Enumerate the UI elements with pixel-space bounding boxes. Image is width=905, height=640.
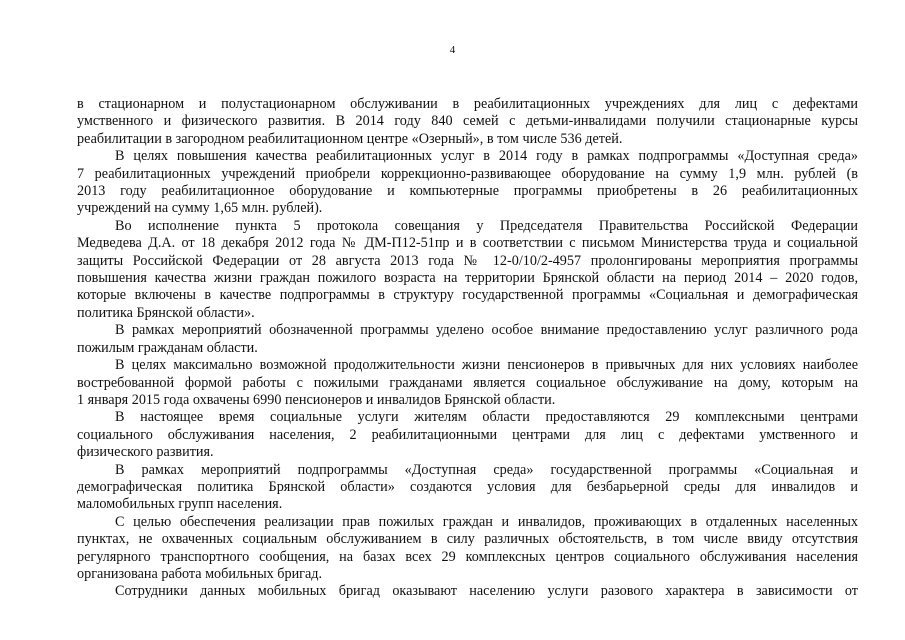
text-line: пожилым гражданам области. xyxy=(77,339,258,356)
text-line: регулярного транспортного сообщения, на базах всех 29 комплексных центров социального обслуживания населения xyxy=(77,548,858,565)
text-line: учреждений на сумму 1,65 млн. рублей). xyxy=(77,200,323,217)
text-line: В настоящее время социальные услуги жителям области предоставляются 29 комплексными центрами xyxy=(115,409,858,426)
text-line: Во исполнение пункта 5 протокола совещания у Председателя Правительства Российской Федерации xyxy=(115,217,858,234)
text-line: защиты Российской Федерации от 28 августа 2013 года № 12-0/10/2-4957 пролонгированы мероприятия программы xyxy=(77,252,858,269)
text-line: которые включены в качестве подпрограммы в структуру государственной программы «Социальная и демографическая xyxy=(77,287,858,304)
text-line: демографическая политика Брянской области» создаются условия для безбарьерной среды для инвалидов и xyxy=(77,478,858,495)
text-line: пунктах, не охваченных социальным обслуживанием в силу различных обстоятельств, в том числе ввиду отсутствия xyxy=(77,531,858,548)
paragraph xyxy=(77,583,858,600)
text-line: маломобильных групп населения. xyxy=(77,496,283,513)
text-line: В целях максимально возможной продолжительности жизни пенсионеров в привычных для них условиях наиболее xyxy=(115,357,858,374)
paragraph xyxy=(77,218,858,322)
text-line: 2013 году реабилитационное оборудование и компьютерные программы приобретены в 26 реабилитационных xyxy=(77,183,858,200)
text-line: социального обслуживания населения, 2 реабилитационными центрами для лиц с дефектами умственного и xyxy=(77,426,858,443)
text-line: физического развития. xyxy=(77,444,214,461)
text-line: Сотрудники данных мобильных бригад оказывают населению услуги разового характера в зависимости от xyxy=(115,583,858,600)
text-line: политика Брянской области». xyxy=(77,304,255,321)
text-line: В целях повышения качества реабилитационных услуг в 2014 году в рамках подпрограммы «Доступная среда» xyxy=(115,148,858,165)
paragraph xyxy=(77,514,858,584)
text-line: повышения качества жизни граждан пожилого возраста на территории Брянской области на период 2014 – 2020 годов, xyxy=(77,270,858,287)
text-line: В рамках мероприятий обозначенной программы уделено особое внимание предоставлению услуг различного рода xyxy=(115,322,858,339)
page-number: 4 xyxy=(449,44,456,56)
text-line: 1 января 2015 года охвачены 6990 пенсионеров и инвалидов Брянской области. xyxy=(77,391,556,408)
text-line: Медведева Д.А. от 18 декабря 2012 года № ДМ-П12-51пр и в соответствии с письмом Министерства труда и социальной xyxy=(77,235,858,252)
text-line: В рамках мероприятий подпрограммы «Доступная среда» государственной программы «Социальная и xyxy=(115,461,858,478)
paragraph xyxy=(77,409,858,461)
paragraph xyxy=(77,96,858,148)
text-line: востребованной формой работы с пожилыми гражданами является социальное обслуживание на дому, которым на xyxy=(77,374,858,391)
text-line: организована работа мобильных бригад. xyxy=(77,565,323,582)
text-line: реабилитации в загородном реабилитационном центре «Озерный», в том числе 536 детей. xyxy=(77,130,623,147)
text-line: в стационарном и полустационарном обслуживании в реабилитационных учреждениях для лиц с дефектами xyxy=(77,96,858,112)
text-line: умственного и физического развития. В 2014 году 840 семей с детьми-инвалидами получили стационарные курсы xyxy=(77,113,858,130)
text-line: С целью обеспечения реализации прав пожилых граждан и инвалидов, проживающих в отдаленных населенных xyxy=(115,513,858,530)
paragraph xyxy=(77,148,858,218)
paragraph xyxy=(77,462,858,514)
paragraph xyxy=(77,322,858,357)
text-line: 7 реабилитационных учреждений приобрели коррекционно-развивающее оборудование на сумму 1,9 млн. рублей (в xyxy=(77,165,858,182)
paragraph xyxy=(77,357,858,409)
document-body xyxy=(77,96,858,601)
